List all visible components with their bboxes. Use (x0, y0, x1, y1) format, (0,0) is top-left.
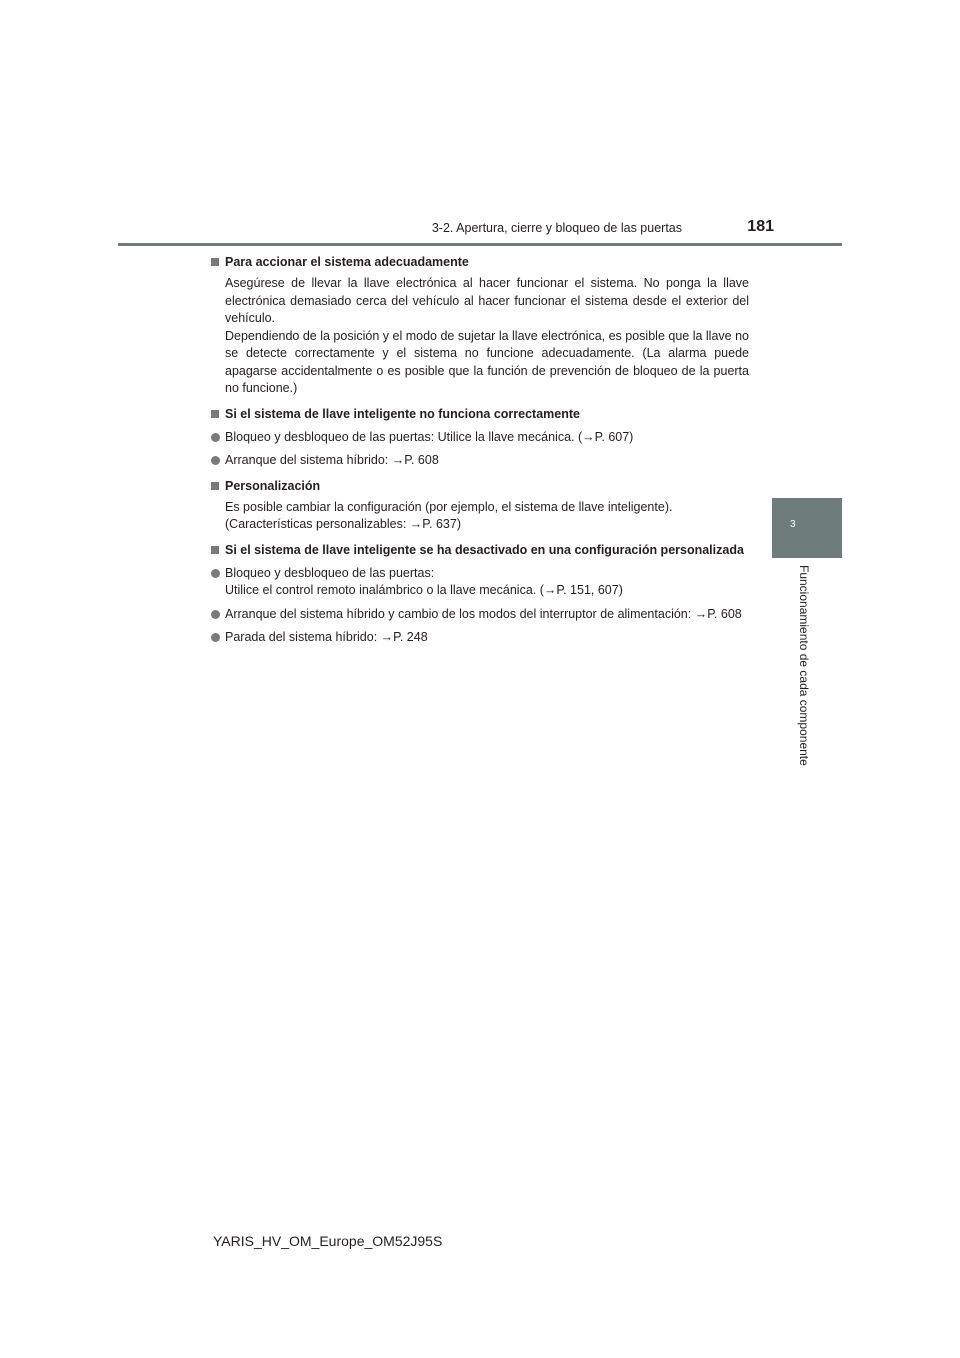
page-number: 181 (747, 218, 774, 235)
footer-document-code: YARIS_HV_OM_Europe_OM52J95S (213, 1233, 443, 1249)
square-bullet-icon (211, 410, 219, 418)
header-section-title: 3-2. Apertura, cierre y bloqueo de las puertas (431, 221, 682, 235)
paragraph: Asegúrese de llevar la llave electrónica al hacer funcionar el sistema. No ponga la llave electrónica demasiado cerca del vehículo al hacer funcionar el sistema desde el exterior del vehículo. Dependiendo de la posición y el modo de sujetar la llave electrónica, es posible que la llave no se detecte correctamente y el sistema no funcione adecuadamente. (La alarma puede apagarse accidentalmente o es posible que la función de prevención de bloqueo de la puerta no funcione.) (225, 276, 749, 395)
section-3 (211, 478, 749, 534)
section-heading: Si el sistema de llave inteligente no funciona correctamente (211, 406, 749, 423)
round-bullet-icon (211, 456, 220, 465)
bullet-item: Arranque del sistema híbrido: →P. 608 (211, 452, 749, 470)
square-bullet-icon (211, 546, 219, 554)
section-2 (211, 406, 749, 470)
round-bullet-icon (211, 569, 220, 578)
paragraph: Es posible cambiar la configuración (por ejemplo, el sistema de llave inteligente). (Características personalizables: →P. 637) (225, 499, 673, 531)
section-heading: Para accionar el sistema adecuadamente (211, 254, 749, 271)
bullet-item: Parada del sistema híbrido: →P. 248 (211, 629, 749, 647)
section-heading: Personalización (211, 478, 749, 495)
content (211, 254, 749, 655)
square-bullet-icon (211, 482, 219, 490)
section-4 (211, 542, 749, 647)
chapter-tab (772, 498, 842, 558)
square-bullet-icon (211, 258, 219, 266)
round-bullet-icon (211, 610, 220, 619)
section-heading: Si el sistema de llave inteligente se ha desactivado en una configuración personalizada (211, 542, 749, 559)
section-1 (211, 254, 749, 398)
round-bullet-icon (211, 633, 220, 642)
round-bullet-icon (211, 433, 220, 442)
bullet-item: Bloqueo y desbloqueo de las puertas: Utilice la llave mecánica. (→P. 607) (211, 429, 749, 447)
bullet-item: Bloqueo y desbloqueo de las puertas: Utilice el control remoto inalámbrico o la llave mecánica. (→P. 151, 607) (211, 565, 749, 600)
chapter-number: 3 (790, 519, 796, 530)
header-rule (118, 243, 842, 246)
bullet-item: Arranque del sistema híbrido y cambio de los modos del interruptor de alimentación: →P. 608 (211, 606, 749, 624)
chapter-label: Funcionamiento de cada componente (797, 565, 811, 766)
